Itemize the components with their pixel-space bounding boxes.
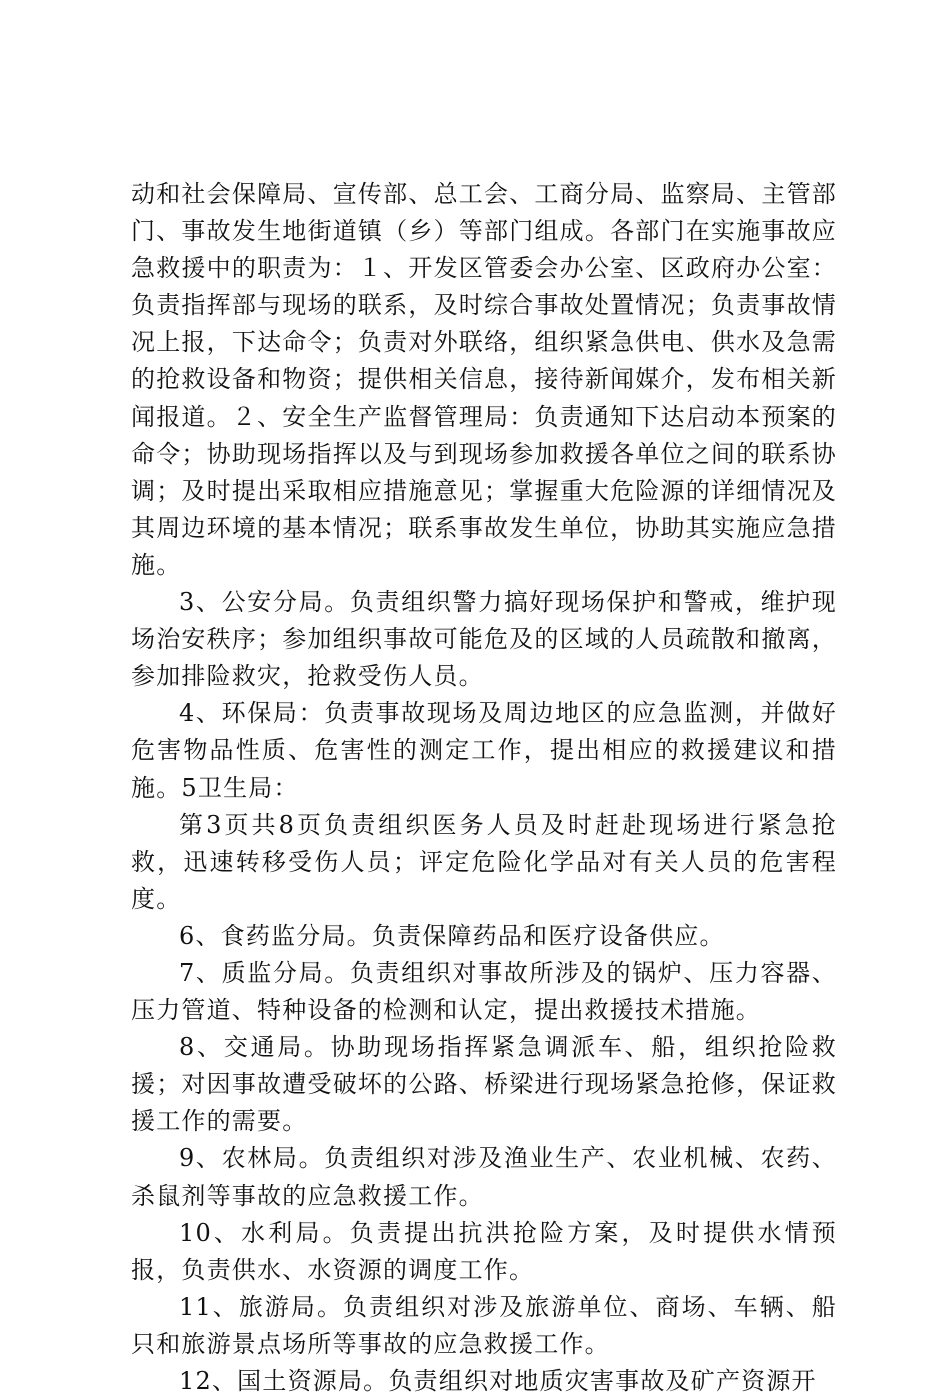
paragraph-agriculture: 9、农林局。负责组织对涉及渔业生产、农业机械、农药、杀鼠剂等事故的应急救援工作。 bbox=[131, 1144, 837, 1210]
paragraph-transport: 8、交通局。协助现场指挥紧急调派车、船，组织抢险救援；对因事故遭受破坏的公路、桥梁进行现场紧急抢修，保证救援工作的需要。 bbox=[131, 1033, 837, 1136]
paragraph-water: 10、水利局。负责提出抗洪抢险方案，及时提供水情预报，负责供水、水资源的调度工作。 bbox=[131, 1218, 837, 1284]
paragraph-land-resources: 12、国土资源局。负责组织对地质灾害事故及矿产资源开 bbox=[179, 1367, 817, 1395]
paragraph-continuation: 动和社会保障局、宣传部、总工会、工商分局、监察局、主管部门、事故发生地街道镇（乡）等部门组成。各部门在实施事故应急救援中的职责为：１、开发区管委会办公室、区政府办公室：负责指挥部与现场的联系，及时综合事故处置情况；负责事故情况上报，下达命令；负责对外联络，组织紧急供电、供水及急需的抢救设备和物资；提供相关信息，接待新闻媒介，发布相关新闻报道。２、安全生产监督管理局：负责通知下达启动本预案的命令；协助现场指挥以及与到现场参加救援各单位之间的联系协调；及时提出采取相应措施意见；掌握重大危险源的详细情况及其周边环境的基本情况；联系事故发生单位，协助其实施应急措施。 bbox=[131, 180, 837, 579]
paragraph-food-drug: 6、食药监分局。负责保障药品和医疗设备供应。 bbox=[179, 921, 725, 950]
paragraph-tourism: 11、旅游局。负责组织对涉及旅游单位、商场、车辆、船只和旅游景点场所等事故的应急救援工作。 bbox=[131, 1292, 837, 1358]
paragraph-environmental: 4、环保局：负责事故现场及周边地区的应急监测，并做好危害物品性质、危害性的测定工作，提出相应的救援建议和措施。5卫生局： bbox=[131, 699, 837, 802]
paragraph-quality: 7、质监分局。负责组织对事故所涉及的锅炉、压力容器、压力管道、特种设备的检测和认定，提出救援技术措施。 bbox=[131, 958, 837, 1025]
document-body bbox=[131, 176, 837, 1400]
paragraph-public-security: 3、公安分局。负责组织警力搞好现场保护和警戒，维护现场治安秩序；参加组织事故可能危及的区域的人员疏散和撤离，参加排险救灾，抢救受伤人员。 bbox=[131, 588, 837, 691]
paragraph-health: 第3页共8页负责组织医务人员及时赶赴现场进行紧急抢救，迅速转移受伤人员；评定危险化学品对有关人员的危害程度。 bbox=[131, 810, 837, 913]
